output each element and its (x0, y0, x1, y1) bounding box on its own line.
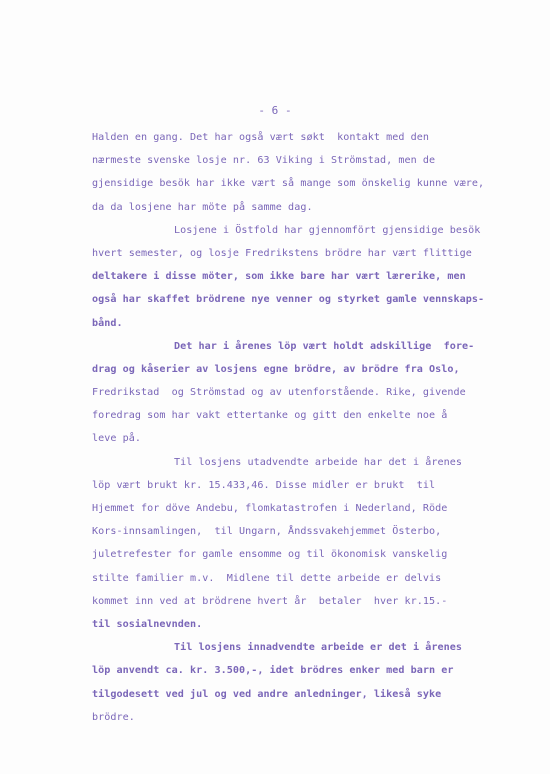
text-line: hvert semester, og losje Fredrikstens brödre har vært flittige (92, 247, 472, 259)
text-line: Fredrikstad og Strömstad og av utenforstående. Rike, givende (92, 387, 466, 399)
text-line: stilte familier m.v. Midlene til dette arbeide er delvis (92, 572, 442, 584)
text-line: Til losjens utadvendte arbeide har det i årenes (174, 456, 462, 468)
body-text (92, 126, 512, 729)
text-line: Til losjens innadvendte arbeide er det i årenes (174, 642, 462, 654)
text-line: Losjene i Östfold har gjennomfört gjensidige besök (174, 224, 481, 236)
text-line: til sosialnevnden. (92, 618, 203, 630)
text-line: bånd. (92, 317, 123, 329)
text-line: Hjemmet for döve Andebu, flomkatastrofen i Nederland, Röde (92, 503, 448, 514)
text-line: Kors-innsamlingen, til Ungarn, Åndssvakehjemmet Österbo, (92, 526, 442, 538)
text-line: deltakere i disse möter, som ikke bare har vært lærerike, men (92, 271, 466, 283)
text-line: juletrefester for gamle ensomme og til ökonomisk vanskelig (92, 549, 448, 561)
text-line: drag og kåserier av losjens egne brödre, av brödre fra Oslo, (92, 363, 460, 375)
text-line: brödre. (92, 711, 135, 723)
text-line: foredrag som har vakt ettertanke og gitt den enkelte noe å (92, 410, 448, 422)
text-line: kommet inn ved at brödrene hvert år betaler hver kr.15.- (92, 595, 448, 607)
text-line: også har skaffet brödrene nye venner og styrket gamle vennskaps- (92, 294, 485, 306)
text-line: Det har i årenes löp vært holdt adskillige fore- (174, 340, 475, 352)
text-line: löp anvendt ca. kr. 3.500,-, idet brödres enker med barn er (92, 665, 454, 677)
text-line: nærmeste svenske losje nr. 63 Viking i Strömstad, men de (92, 155, 436, 167)
text-line: tilgodesett ved jul og ved andre anledninger, likeså syke (92, 688, 442, 700)
text-line: leve på. (92, 433, 142, 445)
text-line: löp vært brukt kr. 15.433,46. Disse midler er brukt til (92, 479, 436, 491)
page-number: - 6 - (258, 104, 292, 117)
text-line: gjensidige besök har ikke vært så mange som önskelig kunne være, (92, 178, 485, 190)
text-line: Halden en gang. Det har også vært søkt kontakt med den (92, 132, 429, 143)
text-line: da da losjene har möte på samme dag. (92, 201, 313, 213)
